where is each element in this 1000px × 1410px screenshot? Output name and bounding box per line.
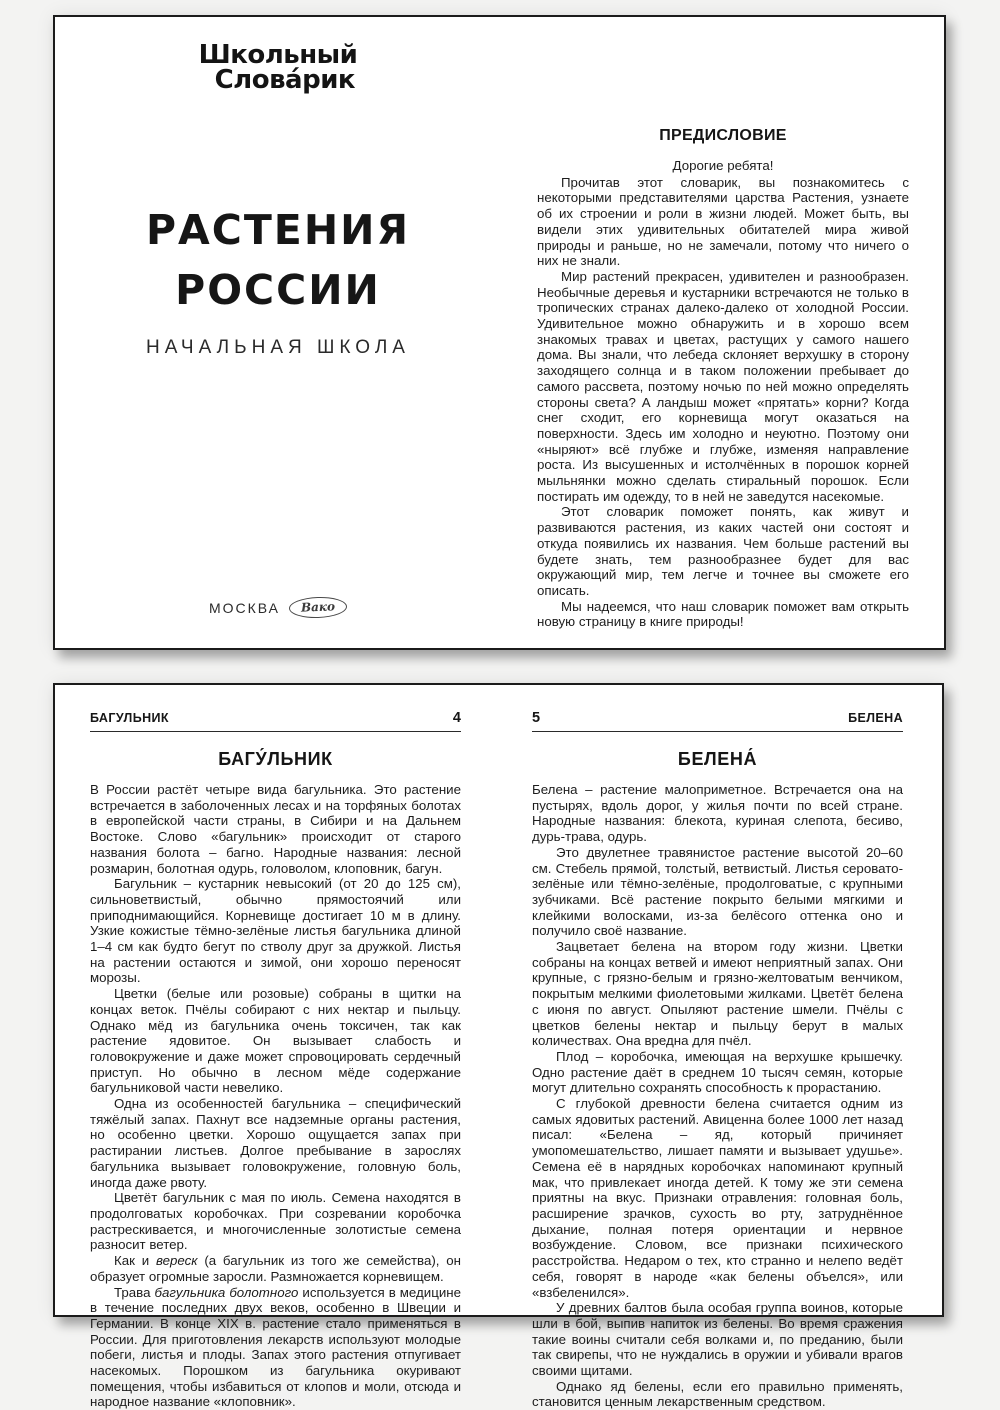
paragraph: Мы надеемся, что наш словарик поможет вам открыть новую страницу в книге природы! — [537, 599, 909, 630]
paragraph: Плод – коробочка, имеющая на верхушке крышечку. Одно растение даёт в среднем 10 тысяч семян, которые могут длительно сохранять способность к прорастанию. — [532, 1049, 903, 1096]
cover-page — [55, 17, 501, 648]
preface-page — [537, 127, 909, 630]
running-head-right — [532, 710, 903, 732]
series-logo-text — [199, 43, 358, 93]
text-run: (а багульник из того же семейства), он образует огромные заросли. Размножается корневищем. — [90, 1253, 461, 1284]
paragraph: Это двулетнее травянистое растение высотой 20–60 см. Стебель прямой, толстый, ветвистый. Листья серовато-зелёные или тёмно-зелёные, продолговатые, с крупными зубчиками. Всё растение покрыто белыми мягкими и клейкими волосками, из-за белёсого оттенка оно и получило своё название. — [532, 845, 903, 939]
preface-body — [537, 175, 909, 630]
paragraph: У древних балтов была особая группа воинов, которые шли в бой, выпив напиток из белены. Во время сражения такие воины считали себя волками и, по преданию, были так свирепы, что не нуждались в оружии и убивали врагов своими щитами. — [532, 1300, 903, 1379]
text-run: Трава — [114, 1285, 155, 1300]
paragraph: Этот словарик поможет понять, как живут и развиваются растения, из каких частей они состоят и откуда появились их названия. Чем больше растений вы будете знать, тем разнообразнее будет для вас окружающий мир, тем легче и точнее вы сможете его описать. — [537, 504, 909, 598]
paragraph: Цветёт багульник с мая по июль. Семена находятся в продолговатых коробочках. При созревании коробочка растрескивается, и многочисленные золотистые семена разносит ветер. — [90, 1190, 461, 1253]
publisher-line — [55, 597, 501, 618]
paragraph: Цветки (белые или розовые) собраны в щитки на концах веток. Пчёлы собирают с них нектар и пыльцу. Однако мёд из багульника очень токсичен, так как растение ядовитое. Он вызывает слабость и головокружение и даже может спровоцировать сердечный приступ. Но обычно в лесном мёде содержание багульниковой части невелико. — [90, 986, 461, 1096]
paragraph: Белена – растение малоприметное. Встречается она на пустырях, вдоль дорог, у жилья почти по всей стране. Народные названия: блекота, куриная слепота, бесиво, дурь-трава, одурь. — [532, 782, 903, 845]
series-logo-line1: Школьный — [199, 43, 358, 68]
page-4 — [90, 685, 461, 1410]
paragraph: Однако яд белены, если его правильно применять, становится ценным лекарственным средством. — [532, 1379, 903, 1410]
book-title-line2: РОССИИ — [55, 260, 501, 320]
book-title-line1: РАСТЕНИЯ — [55, 200, 501, 260]
preface-heading: ПРЕДИСЛОВИЕ — [537, 127, 909, 145]
paragraph — [90, 1285, 461, 1410]
paragraph — [90, 1253, 461, 1284]
page-5 — [532, 685, 903, 1410]
italic-term: багульника болотного — [155, 1285, 299, 1300]
paragraph: Одна из особенностей багульника – специфический тяжёлый запах. Пахнут все надземные органы растения, но особенно цветки. Хорошо ощущается запах при растирании листьев. Долгое пребывание в зарослях багульника вызывает головокружение, головную боль, иногда даже рвоту. — [90, 1096, 461, 1190]
text-run: используется в медицине в течение последних двух веков, особенно в Швеции и Германии. В конце XIX в. растение стало применяться в России. Для приготовления лекарств используют молодые побеги, листья и плоды. Запах этого растения отпугивает насекомых. Порошком из багульника окуривают помещения, чтобы избавиться от клопов и моли, отсюда и народное название «клоповник». — [90, 1285, 461, 1410]
page-number: 5 — [532, 710, 540, 726]
article-body-bagulnik — [90, 782, 461, 1410]
series-logo-line2: Слова́рик — [199, 68, 358, 93]
article-body-belena — [532, 782, 903, 1410]
paragraph: В России растёт четыре вида багульника. Это растение встречается в заболоченных лесах и на торфяных болотах в европейской части страны, в Сибири и на Дальнем Востоке. Слово «багульник» происходит от старого названия болота – багно. Народные названия: лесной розмарин, болотная одурь, головолом, клоповник, багун. — [90, 782, 461, 876]
paragraph: Мир растений прекрасен, удивителен и разнообразен. Необычные деревья и кустарники встречаются не только в тропических странах далеко-далеко от холодной России. Удивительное можно обнаружить и в хорошо всем знакомых травах и цветах, растущих у самого нашего дома. Вы знали, что лебеда склоняет верхушку в сторону заходящего солнца и в таком положении пребывает до самого рассвета, поэтому ночью по ней можно определять стороны света? А ландыш может «прятать» корни? Когда снег сходит, его корневища могут оказаться на поверхности. Здесь им холодно и неуютно. Поэтому они «ныряют» всё глубже и глубже, изменяя направление роста. Из высушенных и истолчённых в порошок корней мыльнянки можно сделать стиральный порошок. Если постирать им одежду, то в ней не заведутся насекомые. — [537, 269, 909, 505]
salutation: Дорогие ребята! — [537, 158, 909, 174]
paragraph: Зацветает белена на втором году жизни. Цветки собраны на концах ветвей и имеют неприятный запах. Они крупные, с грязно-белым и грязно-желтоватым венчиком, покрытым мелкими фиолетовыми жилками. Цветёт белена с июня по август. Опыляют растение шмели. Пчёлы с цветков белены нектар и пыльцу берут в малых количествах. Она вредна для пчёл. — [532, 939, 903, 1049]
publisher-city: МОСКВА — [209, 600, 280, 616]
title-spread — [53, 15, 946, 650]
article-spread — [53, 683, 944, 1317]
book-subtitle: НАЧАЛЬНАЯ ШКОЛА — [55, 337, 501, 359]
italic-term: вереск — [156, 1253, 198, 1268]
entry-title-bagulnik: БАГУ́ЛЬНИК — [90, 749, 461, 770]
entry-title-belena: БЕЛЕНА́ — [532, 749, 903, 770]
running-head-label: БЕЛЕНА — [848, 711, 903, 725]
running-head-label: БАГУЛЬНИК — [90, 711, 169, 725]
paragraph: Прочитав этот словарик, вы познакомитесь с некоторыми представителями царства Растения, узнаете об их строении и роли в жизни людей. Может быть, вы видели этих удивительных обитателей мира живой природы и раньше, но не замечали, потому что ничего о них не знали. — [537, 175, 909, 269]
book-title — [55, 200, 501, 320]
series-logo — [55, 43, 501, 93]
text-run: Как и — [114, 1253, 156, 1268]
vako-publisher-logo: Вако — [289, 596, 348, 619]
paragraph: Багульник – кустарник невысокий (от 20 до 125 см), сильноветвистый, обычно прямостоячий или приподнимающийся. Корневище достигает 10 м в длину. Узкие кожистые тёмно-зелёные листья багульника длиной 1–4 см как будто бегут по стволу друг за дружкой. Листья на растении остаются и зимой, они хорошо переносят морозы. — [90, 876, 461, 986]
paragraph: С глубокой древности белена считается одним из самых ядовитых растений. Авиценна более 1000 лет назад писал: «Белена – яд, который причиняет умопомешательство, лишает памяти и вызывает удушье». Семена её в нарядных коробочках напоминают крупный мак, что привлекает иногда детей. К тому же эти семена приятны на вкус. Признаки отравления: головная боль, расширение зрачков, сухость во рту, затруднённое дыхание, полная потеря ориентации и нервное возбуждение. Словом, все признаки психического расстройства. Недаром о тех, кто странно и нелепо ведёт себя, говорят в народе «как белены объелся», или «взбеленился». — [532, 1096, 903, 1300]
running-head-left — [90, 710, 461, 732]
page-number: 4 — [453, 710, 461, 726]
